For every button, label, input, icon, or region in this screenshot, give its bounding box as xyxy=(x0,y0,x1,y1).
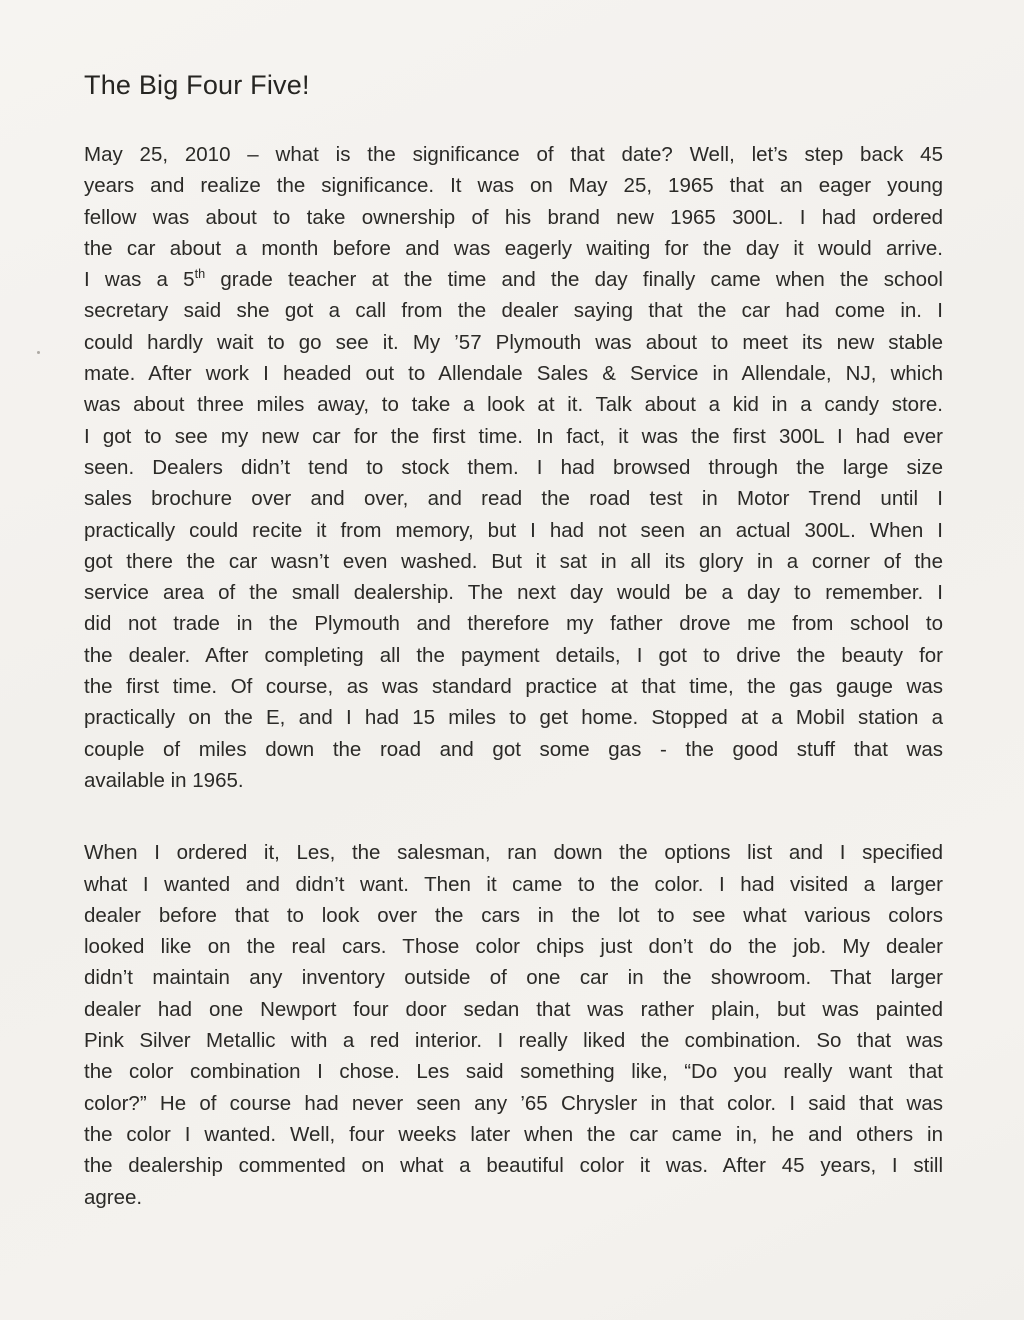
text-line: years and realize the significance. It was on May 25, 1965 that an eager young xyxy=(84,174,943,198)
text-line: practically on the E, and I had 15 miles to get home. Stopped at a Mobil station a xyxy=(84,706,943,730)
text-line: agree. xyxy=(84,1185,143,1209)
text-line: dealer before that to look over the cars in the lot to see what various colors xyxy=(84,903,943,927)
text-segment: I was a 5 xyxy=(84,268,195,292)
superscript-text: th xyxy=(194,266,206,282)
text-line: color?” He of course had never seen any ’65 Chrysler in that color. I said that was xyxy=(84,1091,943,1115)
text-line: the dealer. After completing all the payment details, I got to drive the beauty for xyxy=(84,643,943,667)
text-line: didn’t maintain any inventory outside of one car in the showroom. That larger xyxy=(84,966,943,990)
text-line: service area of the small dealership. The next day would be a day to remember. I xyxy=(84,581,943,605)
text-line: the dealership commented on what a beautiful color it was. After 45 years, I still xyxy=(84,1154,943,1178)
scan-speck-artifact xyxy=(37,351,40,354)
text-line xyxy=(84,264,943,295)
text-line: dealer had one Newport four door sedan that was rather plain, but was painted xyxy=(84,997,943,1021)
text-line: I got to see my new car for the first time. In fact, it was the first 300L I had ever xyxy=(84,424,943,448)
text-line: the color combination I chose. Les said something like, “Do you really want that xyxy=(84,1060,943,1084)
text-line: May 25, 2010 – what is the significance of that date? Well, let’s step back 45 xyxy=(84,143,943,166)
text-line: the color I wanted. Well, four weeks later when the car came in, he and others in xyxy=(84,1122,943,1146)
text-line: could hardly wait to go see it. My ’57 Plymouth was about to meet its new stable xyxy=(84,330,943,354)
text-line: practically could recite it from memory, but I had not seen an actual 300L. When I xyxy=(84,518,943,542)
text-line: the car about a month before and was eagerly waiting for the day it would arrive. xyxy=(84,236,943,260)
text-line: couple of miles down the road and got some gas - the good stuff that was xyxy=(84,737,943,761)
text-line: sales brochure over and over, and read the road test in Motor Trend until I xyxy=(84,487,943,511)
text-line: secretary said she got a call from the dealer saying that the car had come in. I xyxy=(84,299,943,323)
paragraph xyxy=(84,837,943,1213)
text-line: Pink Silver Metallic with a red interior. I really liked the combination. So that was xyxy=(84,1029,943,1053)
text-line: looked like on the real cars. Those color chips just don’t do the job. My dealer xyxy=(84,935,943,959)
text-line: available in 1965. xyxy=(84,768,244,792)
text-line: was about three miles away, to take a look at it. Talk about a kid in a candy store. xyxy=(84,393,943,417)
text-line: did not trade in the Plymouth and therefore my father drove me from school to xyxy=(84,612,943,636)
text-segment: grade teacher at the time and the day finally came when the school xyxy=(205,268,943,292)
page-title: The Big Four Five! xyxy=(84,70,310,100)
paragraph xyxy=(84,139,943,796)
text-line: When I ordered it, Les, the salesman, ran down the options list and I specified xyxy=(84,841,943,865)
text-line: seen. Dealers didn’t tend to stock them. I had browsed through the large size xyxy=(84,455,943,479)
text-line: fellow was about to take ownership of his brand new 1965 300L. I had ordered xyxy=(84,205,943,229)
document-body xyxy=(84,139,943,1213)
text-line: mate. After work I headed out to Allendale Sales & Service in Allendale, NJ, which xyxy=(84,362,943,386)
text-line: what I wanted and didn’t want. Then it came to the color. I had visited a larger xyxy=(84,872,943,896)
text-line: got there the car wasn’t even washed. But it sat in all its glory in a corner of the xyxy=(84,549,943,573)
text-line: the first time. Of course, as was standard practice at that time, the gas gauge was xyxy=(84,675,943,699)
